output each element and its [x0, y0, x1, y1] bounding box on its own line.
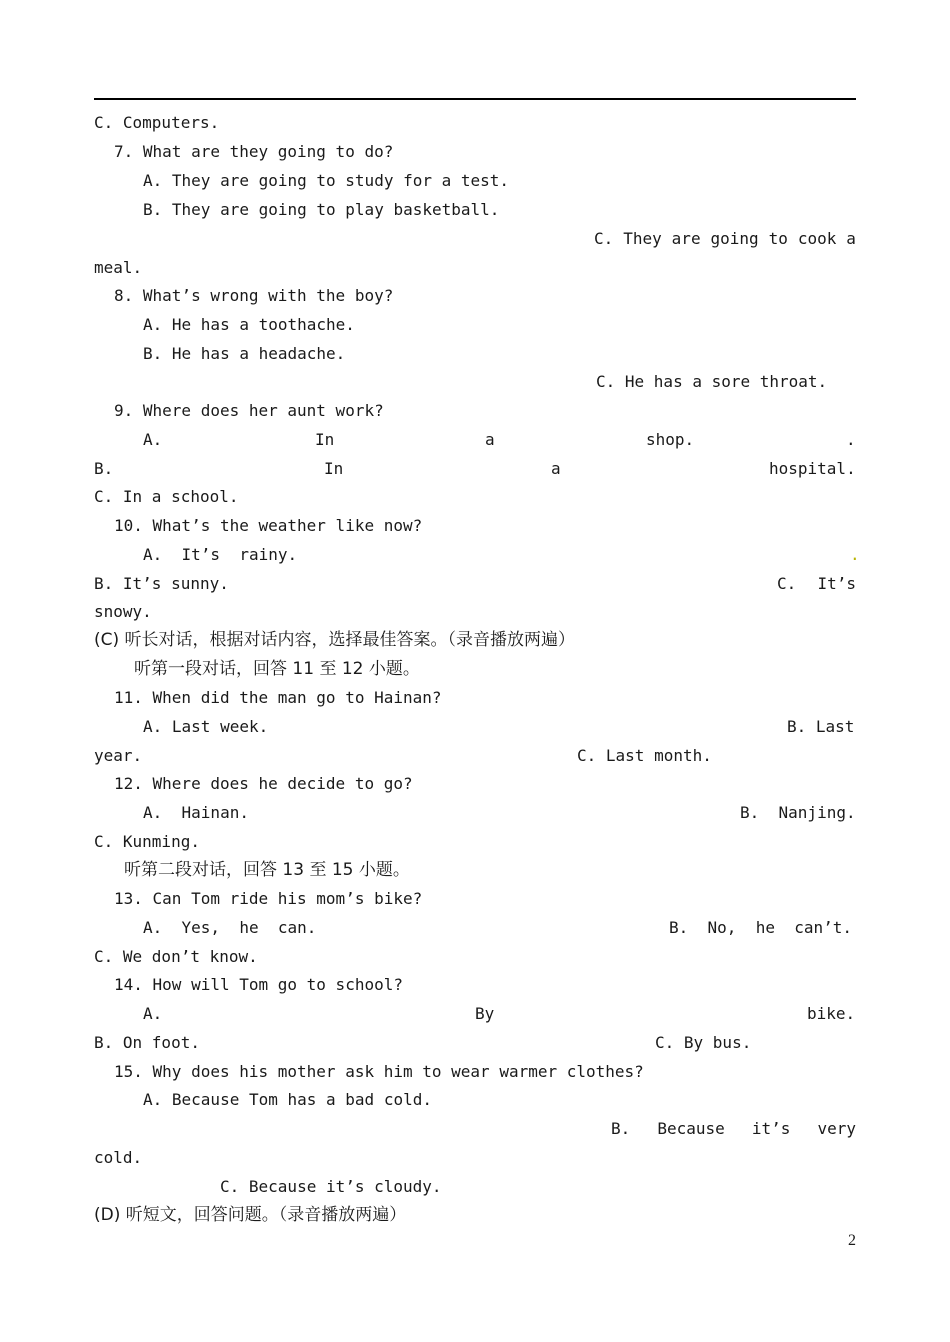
- q10-stem: 10. What’s the weather like now?: [114, 516, 423, 535]
- q8-option-a: A. He has a toothache.: [143, 315, 355, 334]
- dialog-2-instruction: 听第二段对话，回答 13 至 15 小题。: [124, 860, 410, 880]
- header-rule: [94, 98, 856, 100]
- q9-a-w1: In: [315, 430, 335, 449]
- q9-a-w2: a: [485, 430, 495, 449]
- q13-option-c: C. We don’t know.: [94, 947, 258, 966]
- q10-option-b: B. It’s sunny.: [94, 574, 229, 593]
- q7-stem: 7. What are they going to do?: [114, 142, 394, 161]
- q7-option-a: A. They are going to study for a test.: [143, 171, 510, 190]
- q11-option-c: C. Last month.: [577, 746, 712, 765]
- q13-stem: 13. Can Tom ride his mom’s bike?: [114, 889, 423, 908]
- dialog-1-instruction: 听第一段对话，回答 11 至 12 小题。: [134, 659, 420, 679]
- q12-stem: 12. Where does he decide to go?: [114, 774, 413, 793]
- q9-a-dot: .: [846, 430, 856, 449]
- q14-option-c: C. By bus.: [655, 1033, 752, 1052]
- q12-option-a: A. Hainan.: [143, 803, 249, 822]
- q11-stem: 11. When did the man go to Hainan?: [114, 688, 442, 707]
- q6-option-c: C. Computers.: [94, 113, 220, 132]
- q11-option-a: A. Last week.: [143, 717, 269, 736]
- q9-option-c: C. In a school.: [94, 487, 239, 506]
- q12-option-c: C. Kunming.: [94, 832, 200, 851]
- q10-option-a: A. It’s rainy.: [143, 545, 298, 564]
- q9-b-w3: hospital.: [769, 459, 856, 478]
- q9-a-label: A.: [143, 430, 163, 449]
- q10-option-c-end: snowy.: [94, 602, 152, 621]
- q9-b-w2: a: [551, 459, 561, 478]
- section-d-heading: (D) 听短文，回答问题。（录音播放两遍）: [94, 1205, 407, 1225]
- q11-option-b-end: year.: [94, 746, 143, 765]
- q9-b-label: B.: [94, 459, 114, 478]
- q7-option-c: C. They are going to cook a: [594, 229, 856, 248]
- q9-b-w1: In: [324, 459, 344, 478]
- q13-option-b: B. No, he can’t.: [669, 918, 853, 937]
- q7-option-c-end: meal.: [94, 258, 143, 277]
- q9-a-w3: shop.: [646, 430, 695, 449]
- q14-a-w1: By: [475, 1004, 495, 1023]
- q12-option-b: B. Nanjing.: [740, 803, 856, 822]
- q8-option-b: B. He has a headache.: [143, 344, 346, 363]
- q11-option-b: B. Last: [787, 717, 855, 736]
- q14-a-w2: bike.: [807, 1004, 856, 1023]
- section-c-heading: (C) 听长对话，根据对话内容，选择最佳答案。（录音播放两遍）: [94, 630, 576, 650]
- q10-option-c: C. It’s: [777, 574, 856, 593]
- q9-stem: 9. Where does her aunt work?: [114, 401, 384, 420]
- q8-option-c: C. He has a sore throat.: [596, 372, 828, 391]
- q15-option-b-end: cold.: [94, 1148, 143, 1167]
- stray-dot: .: [850, 545, 860, 564]
- q8-stem: 8. What’s wrong with the boy?: [114, 286, 394, 305]
- q14-option-b: B. On foot.: [94, 1033, 200, 1052]
- q7-option-b: B. They are going to play basketball.: [143, 200, 500, 219]
- q15-option-b: B. Because it’s very: [611, 1119, 856, 1138]
- q15-stem: 15. Why does his mother ask him to wear warmer clothes?: [114, 1062, 644, 1081]
- q15-option-c: C. Because it’s cloudy.: [220, 1177, 442, 1196]
- q13-option-a: A. Yes, he can.: [143, 918, 317, 937]
- q14-stem: 14. How will Tom go to school?: [114, 975, 403, 994]
- q15-option-a: A. Because Tom has a bad cold.: [143, 1090, 432, 1109]
- page-number: 2: [848, 1232, 856, 1249]
- q14-a-label: A.: [143, 1004, 163, 1023]
